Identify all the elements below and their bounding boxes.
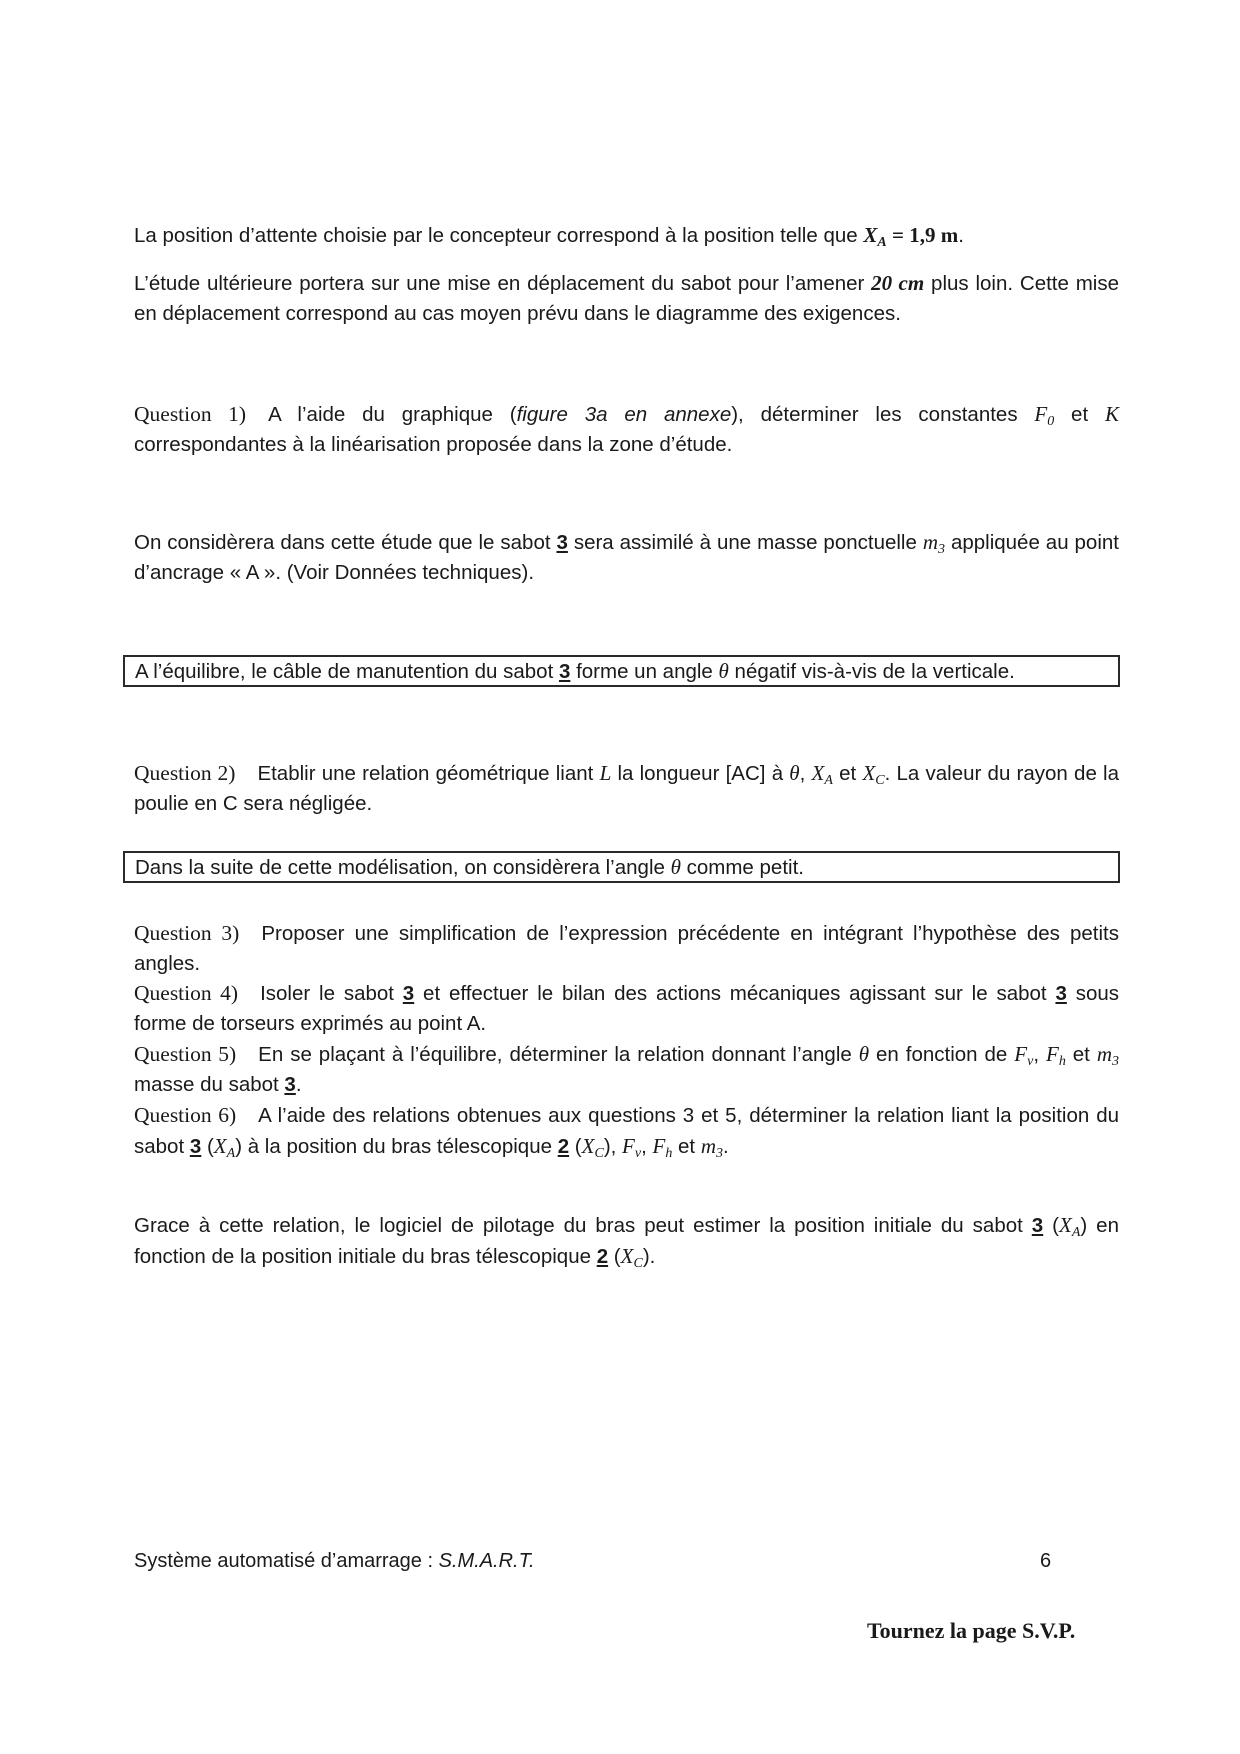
distance-value: 20 cm <box>871 271 925 295</box>
question-5-label: Question 5) <box>134 1042 237 1066</box>
intro-paragraph-2: L’étude ultérieure portera sur une mise en déplacement du sabot pour l’amener 20 cm plus loin. Cette mise en déplacement correspond au cas moyen prévu dans le diagramme des exigences. <box>134 271 1120 325</box>
intro-paragraph-1: La position d’attente choisie par le concepteur correspond à la position telle que $X_A = 1,9$ m. <box>134 223 964 250</box>
conclusion-paragraph: Grace à cette relation, le logiciel de pilotage du bras peut estimer la position initiale du sabot 3 $(X_A)$ en fonction de la position initiale du bras télescopique 2 $(X_C)$. <box>134 1213 1119 1271</box>
small-angle-box: Dans la suite de cette modélisation, on considèrera l’angle θ comme petit. <box>123 851 1120 883</box>
mass-paragraph: On considèrera dans cette étude que le sabot 3 sera assimilé à une masse ponctuelle $m_3$ appliquée au point d’ancrage « A ». (Voir Données techniques). <box>134 530 1119 584</box>
question-2: Question 2) Etablir une relation géométrique liant L la longueur [AC] à θ, $X_A$ et $X_C$. La valeur du rayon de la poulie en C sera négligée. <box>134 761 1119 815</box>
xa-math: $X_A$ <box>863 223 887 250</box>
xa-value: = 1,9 m <box>886 223 959 247</box>
question-6: Question 6) A l’aide des relations obtenues aux questions 3 et 5, déterminer la relation liant la position du sabot 3 $(X_A)$ à la position du bras télescopique 2 $(X_C)$, $F_v$, $F_h$ et $m_3$. <box>134 1103 1119 1161</box>
intro-text: La position d’attente choisie par le concepteur correspond à la position telle que <box>134 224 864 247</box>
page-number: 6 <box>1040 1550 1052 1572</box>
question-4-label: Question 4) <box>134 981 239 1005</box>
sabot-number: 3 <box>556 531 568 554</box>
question-6-label: Question 6) <box>134 1103 237 1127</box>
question-2-label: Question 2) <box>134 761 236 785</box>
question-3: Question 3) Proposer une simplification de l’expression précédente en intégrant l’hypothèse des petits angles. <box>134 921 1120 975</box>
question-5: Question 5) En se plaçant à l’équilibre, déterminer la relation donnant l’angle θ en fonction de $F_v$, $F_h$ et $m_3$ masse du sabot 3. <box>134 1042 1119 1096</box>
equilibrium-box: A l’équilibre, le câble de manutention du sabot 3 forme un angle θ négatif vis-à-vis de la verticale. <box>123 655 1120 687</box>
question-1: Question 1) A l’aide du graphique (figure 3a en annexe), déterminer les constantes $F_0$ et K correspondantes à la linéarisation proposée dans la zone d’étude. <box>134 402 1119 456</box>
turn-page-note: Tournez la page S.V.P. <box>867 1618 1076 1643</box>
question-1-label: Question 1) <box>134 402 247 426</box>
footer-title: Système automatisé d’amarrage : S.M.A.R.T. <box>134 1550 535 1572</box>
question-4: Question 4) Isoler le sabot 3 et effectuer le bilan des actions mécaniques agissant sur le sabot 3 sous forme de torseurs exprimés au point A. <box>134 981 1119 1035</box>
question-3-label: Question 3) <box>134 921 240 945</box>
figure-reference: figure 3a en annexe <box>516 403 732 426</box>
